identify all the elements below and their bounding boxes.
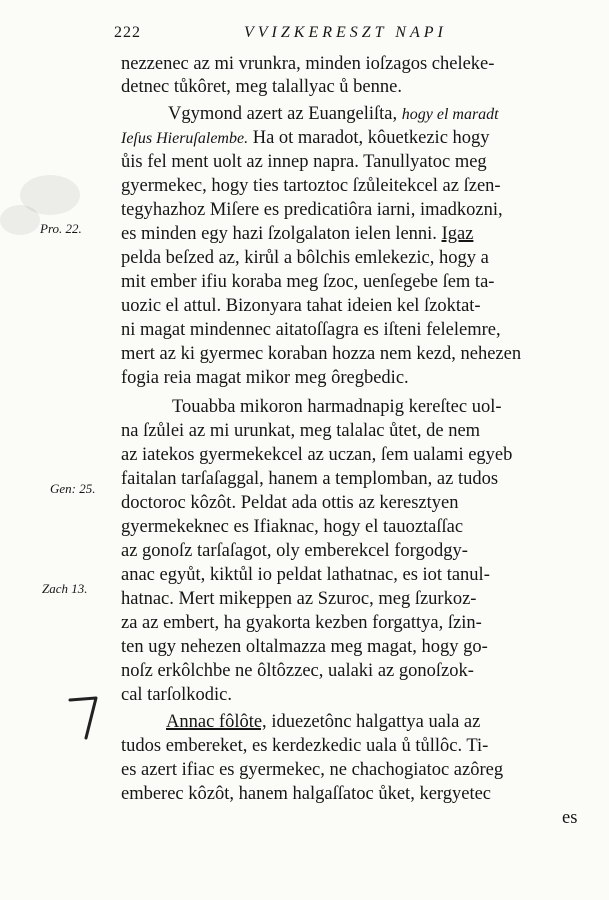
page-number: 222: [114, 24, 141, 41]
text-line: es: [562, 808, 578, 828]
text-line: detnec tůkôret, meg talallyac ů benne.: [121, 77, 402, 97]
margin-note-zach: Zach 13.: [42, 581, 88, 596]
italic-text: Ieſus Hieruſalembe.: [121, 130, 249, 147]
text-line: ten ugy nehezen oltalmazza meg magat, hogy go-: [121, 637, 488, 657]
running-title: VVIZKERESZT NAPI: [244, 24, 447, 41]
text-line: na ſzůlei az mi urunkat, meg talalac ůtet, de nem: [121, 421, 481, 441]
ink-stain: [0, 205, 40, 235]
text-line: anac egyůt, kiktůl io peldat lathatnac, es iot tanul-: [121, 565, 490, 585]
text-span: Ha ot maradot, kôuetkezic hogy: [252, 128, 490, 148]
underlined-text: Igaz: [441, 224, 474, 244]
handwritten-seven-mark: [64, 694, 104, 744]
text-line: [166, 710, 480, 734]
text-line: ůis fel ment uolt az innep napra. Tanullyatoc meg: [121, 152, 487, 172]
text-line: es azert ifiac es gyermekec, ne chachogiatoc azôreg: [121, 760, 504, 780]
underlined-text: Annac fôlôte,: [166, 712, 267, 732]
text-line: az gonoſz tarſaſagot, oly emberekcel forgodgy-: [121, 541, 468, 561]
text-line: doctoroc kôzôt. Peldat ada ottis az keresztyen: [121, 493, 459, 513]
italic-text: hogy el maradt: [401, 106, 499, 123]
text-line: Touabba mikoron harmadnapig kereſtec uol-: [172, 397, 502, 417]
text-line: fogia reia magat mikor meg ôregbedic.: [121, 368, 409, 388]
text-span: Vgymond azert az Euangeliſta,: [168, 104, 398, 124]
text-line: ni magat mindennec aitatoſſagra es iſteni felelemre,: [121, 320, 501, 340]
text-line: pelda beſzed az, kirůl a bôlchis emlekezic, hogy a: [121, 248, 489, 268]
text-span: es minden egy hazi ſzolgalaton ielen lenni.: [121, 224, 437, 244]
text-line: za az embert, ha gyakorta kezben forgattya, ſzin-: [121, 613, 482, 633]
text-line: nezzenec az mi vrunkra, minden ioſzagos cheleke-: [121, 54, 495, 74]
margin-note-gen: Gen: 25.: [50, 481, 96, 496]
text-line: noſz erkôlchbe ne ôltôzzec, ualaki az gonoſzok-: [121, 661, 474, 681]
text-line: cal tarſolkodic.: [121, 685, 232, 705]
text-line: az iatekos gyermekekcel az uczan, ſem ualami egyeb: [121, 445, 513, 465]
text-line: [121, 222, 473, 246]
text-line: tudos embereket, es kerdezkedic uala ů tůllôc. Ti-: [121, 736, 489, 756]
text-line: [168, 102, 499, 126]
text-line: uozic el attul. Bizonyara tahat ideien kel ſzoktat-: [121, 296, 481, 316]
text-line: tegyhazhoz Miſere es predicatiôra iarni, imadkozni,: [121, 200, 503, 220]
text-line: mert az ki gyermec koraban hozza nem kezd, nehezen: [121, 344, 522, 364]
text-line: emberec kôzôt, hanem halgaſſatoc ůket, kergyetec: [121, 784, 491, 804]
text-line: hatnac. Mert mikeppen az Szuroc, meg ſzurkoz-: [121, 589, 477, 609]
text-line: gyermekeknec es Ifiaknac, hogy el tauoztaſſac: [121, 517, 464, 537]
text-line: gyermekec, hogy ties tartoztoc ſzůleitekcel az ſzen-: [121, 176, 501, 196]
margin-note-pro: Pro. 22.: [40, 221, 82, 236]
page-header: [112, 18, 539, 52]
text-line: mit ember ifiu koraba meg ſzoc, uenſegebe ſem ta-: [121, 272, 495, 292]
text-line: faitalan tarſaſaggal, hanem a templomban, az tudos: [121, 469, 499, 489]
text-span: iduezetônc halgattya uala az: [271, 712, 481, 732]
text-line: [121, 126, 490, 150]
